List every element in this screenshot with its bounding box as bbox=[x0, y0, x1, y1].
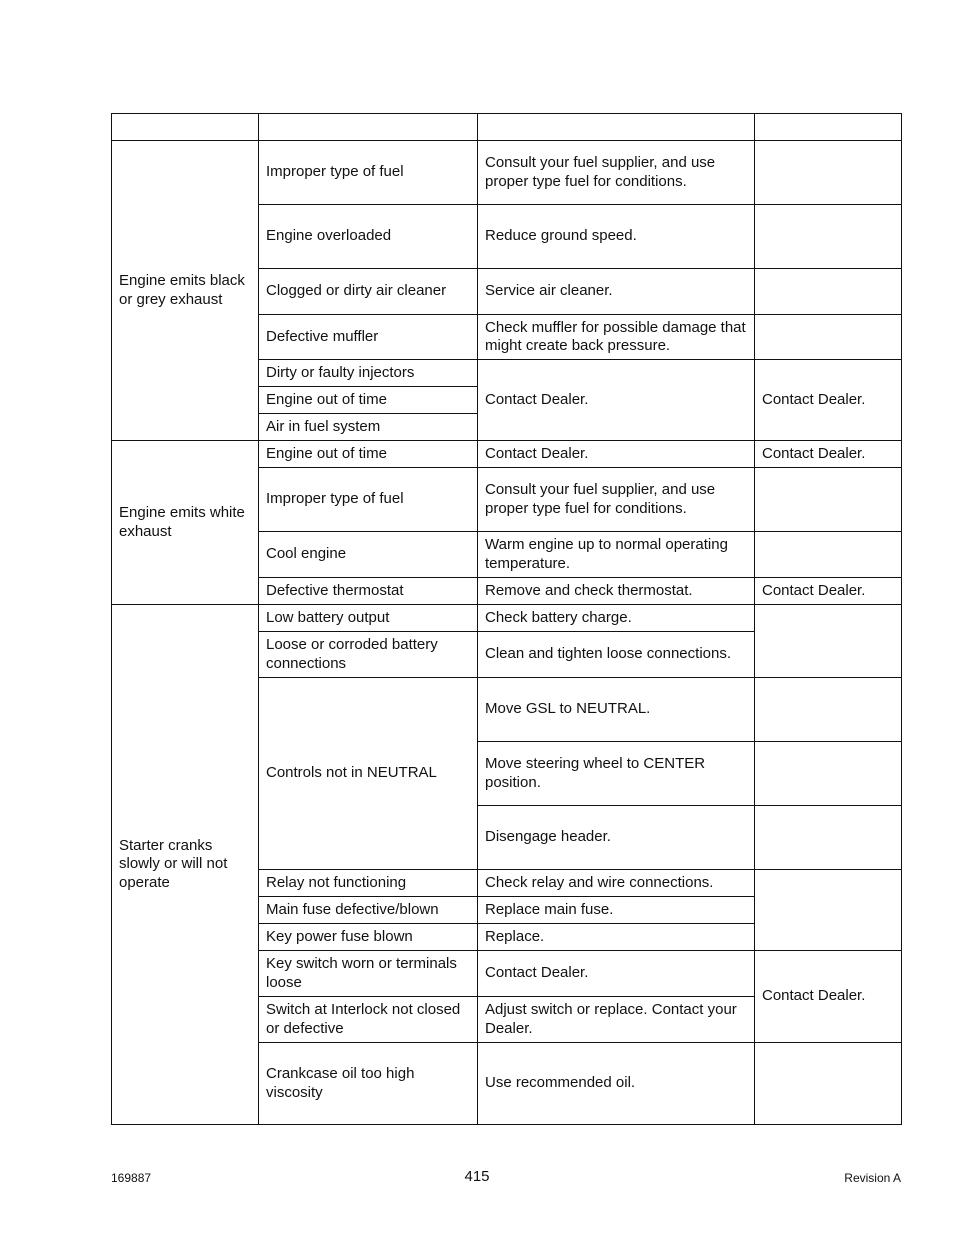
reference-cell bbox=[755, 870, 902, 951]
reference-cell bbox=[755, 605, 902, 678]
symptom-cell: Engine emits black or grey exhaust bbox=[112, 141, 259, 441]
problem-cell: Controls not in NEUTRAL bbox=[259, 678, 478, 870]
problem-cell: Engine out of time bbox=[259, 387, 478, 414]
solution-cell: Reduce ground speed. bbox=[478, 205, 755, 269]
problem-cell: Defective thermostat bbox=[259, 578, 478, 605]
symptom-cell: Engine emits white exhaust bbox=[112, 441, 259, 605]
problem-cell: Low battery output bbox=[259, 605, 478, 632]
document-number: 169887 bbox=[111, 1171, 152, 1185]
solution-cell: Contact Dealer. bbox=[478, 360, 755, 441]
solution-cell: Adjust switch or replace. Contact your Dealer. bbox=[478, 997, 755, 1043]
problem-cell: Cool engine bbox=[259, 532, 478, 578]
reference-cell bbox=[755, 742, 902, 806]
problem-cell: Engine overloaded bbox=[259, 205, 478, 269]
reference-cell bbox=[755, 269, 902, 315]
reference-cell bbox=[755, 315, 902, 360]
solution-cell: Warm engine up to normal operating temperature. bbox=[478, 532, 755, 578]
symptom-cell: Starter cranks slowly or will not operate bbox=[112, 605, 259, 1125]
reference-cell: Contact Dealer. bbox=[755, 951, 902, 1043]
problem-cell: Key power fuse blown bbox=[259, 924, 478, 951]
solution-cell: Use recommended oil. bbox=[478, 1043, 755, 1125]
reference-cell bbox=[755, 205, 902, 269]
reference-cell: Contact Dealer. bbox=[755, 578, 902, 605]
solution-cell: Contact Dealer. bbox=[478, 441, 755, 468]
header-cell-problem bbox=[259, 114, 478, 141]
problem-cell: Main fuse defective/blown bbox=[259, 897, 478, 924]
reference-cell bbox=[755, 1043, 902, 1125]
reference-cell: Contact Dealer. bbox=[755, 360, 902, 441]
problem-cell: Improper type of fuel bbox=[259, 468, 478, 532]
problem-cell: Engine out of time bbox=[259, 441, 478, 468]
solution-cell: Check muffler for possible damage that might create back pressure. bbox=[478, 315, 755, 360]
reference-cell bbox=[755, 468, 902, 532]
problem-cell: Switch at Interlock not closed or defective bbox=[259, 997, 478, 1043]
reference-cell bbox=[755, 532, 902, 578]
solution-cell: Service air cleaner. bbox=[478, 269, 755, 315]
page-number: 415 bbox=[464, 1168, 490, 1185]
troubleshooting-table bbox=[111, 113, 902, 1125]
table-row bbox=[112, 605, 902, 632]
header-cell-reference bbox=[755, 114, 902, 141]
solution-cell: Move GSL to NEUTRAL. bbox=[478, 678, 755, 742]
solution-cell: Remove and check thermostat. bbox=[478, 578, 755, 605]
solution-cell: Consult your fuel supplier, and use proper type fuel for conditions. bbox=[478, 141, 755, 205]
problem-cell: Clogged or dirty air cleaner bbox=[259, 269, 478, 315]
reference-cell bbox=[755, 141, 902, 205]
problem-cell: Defective muffler bbox=[259, 315, 478, 360]
problem-cell: Improper type of fuel bbox=[259, 141, 478, 205]
table-row bbox=[112, 141, 902, 205]
header-row bbox=[112, 114, 902, 141]
reference-cell bbox=[755, 806, 902, 870]
solution-cell: Replace. bbox=[478, 924, 755, 951]
problem-cell: Dirty or faulty injectors bbox=[259, 360, 478, 387]
solution-cell: Contact Dealer. bbox=[478, 951, 755, 997]
problem-cell: Air in fuel system bbox=[259, 414, 478, 441]
solution-cell: Move steering wheel to CENTER position. bbox=[478, 742, 755, 806]
solution-cell: Disengage header. bbox=[478, 806, 755, 870]
solution-cell: Check relay and wire connections. bbox=[478, 870, 755, 897]
problem-cell: Key switch worn or terminals loose bbox=[259, 951, 478, 997]
header-cell-solution bbox=[478, 114, 755, 141]
table-row bbox=[112, 441, 902, 468]
solution-cell: Clean and tighten loose connections. bbox=[478, 632, 755, 678]
problem-cell: Loose or corroded battery connections bbox=[259, 632, 478, 678]
problem-cell: Relay not functioning bbox=[259, 870, 478, 897]
reference-cell bbox=[755, 678, 902, 742]
header-cell-symptom bbox=[112, 114, 259, 141]
solution-cell: Check battery charge. bbox=[478, 605, 755, 632]
solution-cell: Replace main fuse. bbox=[478, 897, 755, 924]
revision-label: Revision A bbox=[844, 1171, 901, 1185]
solution-cell: Consult your fuel supplier, and use proper type fuel for conditions. bbox=[478, 468, 755, 532]
reference-cell: Contact Dealer. bbox=[755, 441, 902, 468]
problem-cell: Crankcase oil too high viscosity bbox=[259, 1043, 478, 1125]
